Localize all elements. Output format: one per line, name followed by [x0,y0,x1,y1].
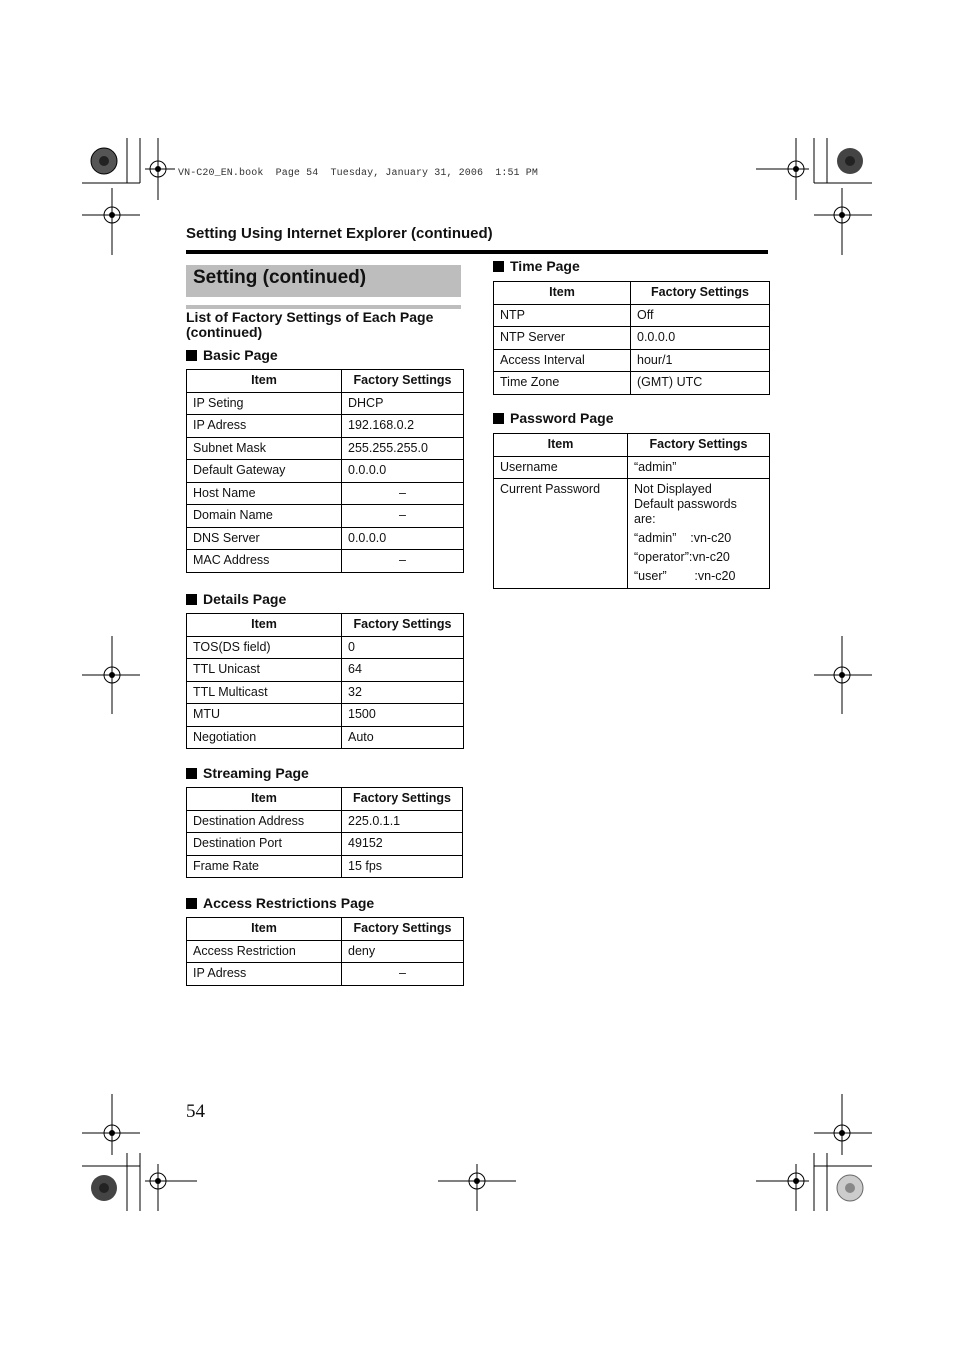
table-row: Username “admin” [494,456,770,479]
basic-page-table [186,369,464,573]
table-row: TTL Multicast 32 [187,681,464,704]
item-header: Item [187,788,342,811]
factory-settings-header: Factory Settings [342,788,463,811]
table-header-row [187,614,464,637]
password-page-table [493,433,770,589]
item-header: Item [187,370,342,393]
square-bullet-icon [186,350,197,361]
table-row: TTL Unicast 64 [187,659,464,682]
table-row: NTP Off [494,304,770,327]
square-bullet-icon [186,768,197,779]
table-row: MAC Address – [187,550,464,573]
item-header: Item [187,614,342,637]
basic-page-heading: Basic Page [186,347,278,363]
access-restrictions-page-heading: Access Restrictions Page [186,895,374,911]
table-row: Subnet Mask 255.255.255.0 [187,437,464,460]
default-passwords-cell: Not Displayed Default passwords are: “admin” :vn-c20 “operator”:vn-c20 “user” :vn-c20 [628,479,770,589]
table-row: Access Restriction deny [187,940,464,963]
table-row: DNS Server 0.0.0.0 [187,527,464,550]
table-row: IP Adress 192.168.0.2 [187,415,464,438]
table-header-row [187,918,464,941]
square-bullet-icon [493,261,504,272]
table-row: Host Name – [187,482,464,505]
table-row: IP Seting DHCP [187,392,464,415]
table-row: Destination Address 225.0.1.1 [187,810,463,833]
factory-settings-header: Factory Settings [631,282,770,305]
page-number: 54 [186,1101,205,1122]
factory-settings-header: Factory Settings [342,370,464,393]
table-row: TOS(DS field) 0 [187,636,464,659]
item-header: Item [494,434,628,457]
table-row: Current Password Not Displayed Default passwords are: “admin” :vn-c20 “operator”:vn-c20 “user” :vn-c20 [494,479,770,589]
subtitle: List of Factory Settings of Each Page (continued) [186,309,434,340]
square-bullet-icon [186,898,197,909]
table-header-row [494,434,770,457]
table-row: Destination Port 49152 [187,833,463,856]
table-row: IP Adress – [187,963,464,986]
table-row: Negotiation Auto [187,726,464,749]
factory-settings-header: Factory Settings [628,434,770,457]
access-restrictions-table [186,917,464,986]
table-header-row [494,282,770,305]
table-header-row [187,788,463,811]
table-row: Access Interval hour/1 [494,349,770,372]
item-header: Item [187,918,342,941]
table-row: NTP Server 0.0.0.0 [494,327,770,350]
table-row: Frame Rate 15 fps [187,855,463,878]
details-page-heading: Details Page [186,591,286,607]
details-page-table [186,613,464,749]
title-banner [186,265,461,297]
book-file-header: VN-C20_EN.book Page 54 Tuesday, January 31, 2006 1:51 PM [178,168,538,179]
table-row: Default Gateway 0.0.0.0 [187,460,464,483]
time-page-table [493,281,770,395]
page-title: Setting (continued) [193,267,367,288]
square-bullet-icon [493,413,504,424]
square-bullet-icon [186,594,197,605]
time-page-heading: Time Page [493,258,580,274]
table-header-row [187,370,464,393]
factory-settings-header: Factory Settings [342,614,464,637]
password-page-heading: Password Page [493,410,614,426]
table-row: Time Zone (GMT) UTC [494,372,770,395]
item-header: Item [494,282,631,305]
factory-settings-header: Factory Settings [342,918,464,941]
streaming-page-table [186,787,463,878]
table-row: Domain Name – [187,505,464,528]
table-row: MTU 1500 [187,704,464,727]
header-rule [186,250,768,254]
section-header: Setting Using Internet Explorer (continued) [186,225,493,242]
streaming-page-heading: Streaming Page [186,765,309,781]
